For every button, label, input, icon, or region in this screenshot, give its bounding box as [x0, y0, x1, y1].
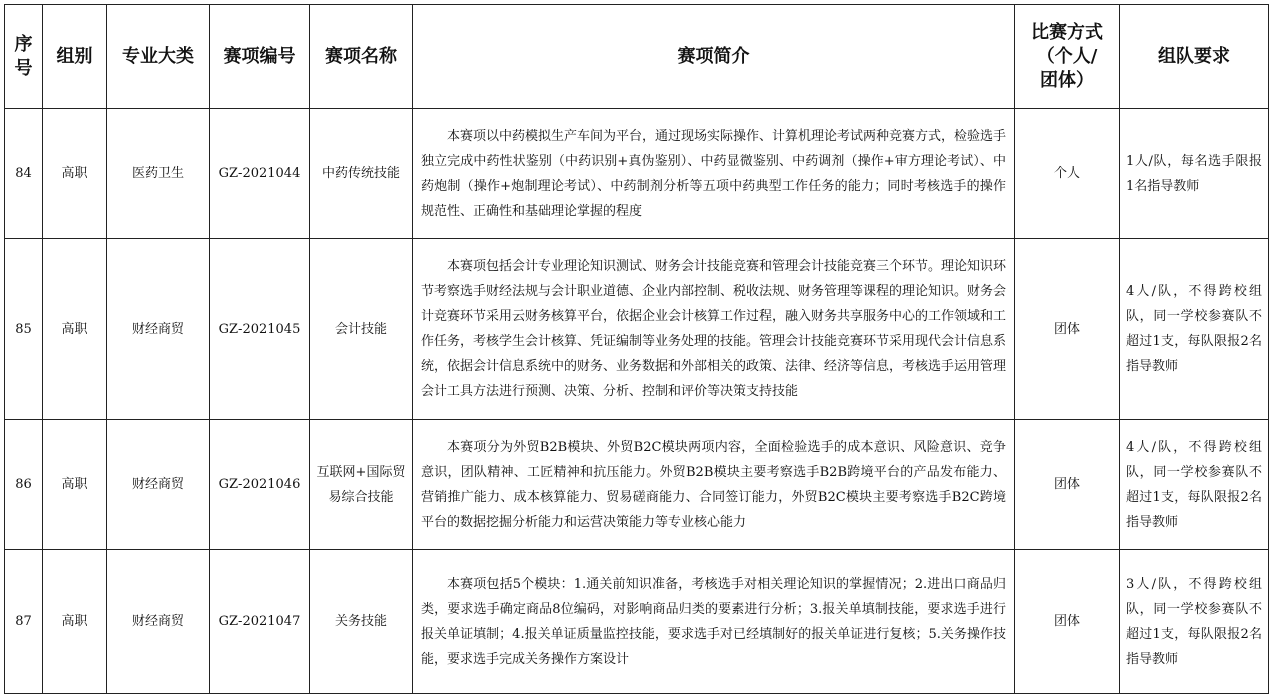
- cell-group: 高职: [43, 550, 107, 694]
- cell-code: GZ-2021047: [210, 550, 310, 694]
- cell-category: 财经商贸: [107, 420, 210, 550]
- table-row: [5, 550, 1269, 694]
- intro-text: 本赛项分为外贸B2B模块、外贸B2C模块两项内容，全面检验选手的成本意识、风险意识、竞争意识，团队精神、工匠精神和抗压能力。外贸B2B模块主要考察选手B2B跨境平台的产品发布能力、营销推广能力、成本核算能力、贸易磋商能力、合同签订能力，外贸B2C模块主要考察选手B2C跨境平台的数据挖掘分析能力和运营决策能力等专业核心能力: [421, 439, 1006, 530]
- header-name: 赛项名称: [310, 5, 413, 109]
- cell-team: 3人/队，不得跨校组队，同一学校参赛队不超过1支，每队限报2名指导教师: [1120, 550, 1269, 694]
- intro-text: 本赛项包括会计专业理论知识测试、财务会计技能竞赛和管理会计技能竞赛三个环节。理论知识环节考察选手财经法规与会计职业道德、企业内部控制、税收法规、财务管理等课程的理论知识。财务会计竞赛环节采用云财务核算平台，依据企业会计核算工作过程，融入财务共享服务中心的工作领域和工作任务，考核学生会计核算、凭证编制等业务处理的技能。管理会计技能竞赛环节采用现代会计信息系统，依据会计信息系统中的财务、业务数据和外部相关的政策、法律、经济等信息，考核选手运用管理会计工具方法进行预测、决策、分析、控制和评价等决策支持技能: [421, 259, 1007, 399]
- cell-category: 医药卫生: [107, 109, 210, 239]
- cell-group: 高职: [43, 109, 107, 239]
- cell-team: 1人/队，每名选手限报1名指导教师: [1120, 109, 1269, 239]
- competition-table: [4, 4, 1269, 694]
- cell-mode: 团体: [1015, 239, 1120, 420]
- cell-name: 关务技能: [310, 550, 413, 694]
- cell-team: 4人/队，不得跨校组队，同一学校参赛队不超过1支，每队限报2名指导教师: [1120, 420, 1269, 550]
- cell-category: 财经商贸: [107, 239, 210, 420]
- competition-table-sheet: [4, 4, 1268, 694]
- cell-group: 高职: [43, 239, 107, 420]
- cell-name: 会计技能: [310, 239, 413, 420]
- cell-intro: [413, 239, 1015, 420]
- header-team: 组队要求: [1120, 5, 1269, 109]
- cell-team: 4人/队，不得跨校组队，同一学校参赛队不超过1支，每队限报2名指导教师: [1120, 239, 1269, 420]
- cell-mode: 团体: [1015, 420, 1120, 550]
- cell-mode: 团体: [1015, 550, 1120, 694]
- cell-intro: [413, 550, 1015, 694]
- cell-code: GZ-2021046: [210, 420, 310, 550]
- cell-category: 财经商贸: [107, 550, 210, 694]
- header-mode-line2: （个人/: [1036, 45, 1098, 67]
- cell-intro: [413, 109, 1015, 239]
- header-seq: 序号: [5, 5, 43, 109]
- header-intro: 赛项简介: [413, 5, 1015, 109]
- cell-intro: [413, 420, 1015, 550]
- table-row: [5, 420, 1269, 550]
- cell-group: 高职: [43, 420, 107, 550]
- intro-text: 本赛项以中药模拟生产车间为平台，通过现场实际操作、计算机理论考试两种竞赛方式，检验选手独立完成中药性状鉴别（中药识别+真伪鉴别）、中药显微鉴别、中药调剂（操作+审方理论考试）、中药炮制（操作+炮制理论考试）、中药制剂分析等五项中药典型工作任务的能力；同时考核选手的操作规范性、正确性和基础理论掌握的程度: [421, 128, 1007, 219]
- cell-name: 互联网+国际贸易综合技能: [310, 420, 413, 550]
- cell-code: GZ-2021044: [210, 109, 310, 239]
- header-code: 赛项编号: [210, 5, 310, 109]
- cell-mode: 个人: [1015, 109, 1120, 239]
- cell-code: GZ-2021045: [210, 239, 310, 420]
- header-mode-line3: 团体）: [1040, 69, 1094, 91]
- header-group: 组别: [43, 5, 107, 109]
- table-row: [5, 109, 1269, 239]
- intro-text: 本赛项包括5个模块：1.通关前知识准备，考核选手对相关理论知识的掌握情况；2.进出口商品归类，要求选手确定商品8位编码，对影响商品归类的要素进行分析；3.报关单填制技能，要求选手进行报关单证填制；4.报关单证质量监控技能，要求选手对已经填制好的报关单证进行复核；5.关务操作技能，要求选手完成关务操作方案设计: [421, 576, 1006, 667]
- header-row: [5, 5, 1269, 109]
- header-category: 专业大类: [107, 5, 210, 109]
- cell-name: 中药传统技能: [310, 109, 413, 239]
- table-row: [5, 239, 1269, 420]
- cell-seq: 84: [5, 109, 43, 239]
- header-mode-line1: 比赛方式: [1031, 21, 1103, 43]
- cell-seq: 86: [5, 420, 43, 550]
- header-mode: [1015, 5, 1120, 109]
- cell-seq: 87: [5, 550, 43, 694]
- cell-seq: 85: [5, 239, 43, 420]
